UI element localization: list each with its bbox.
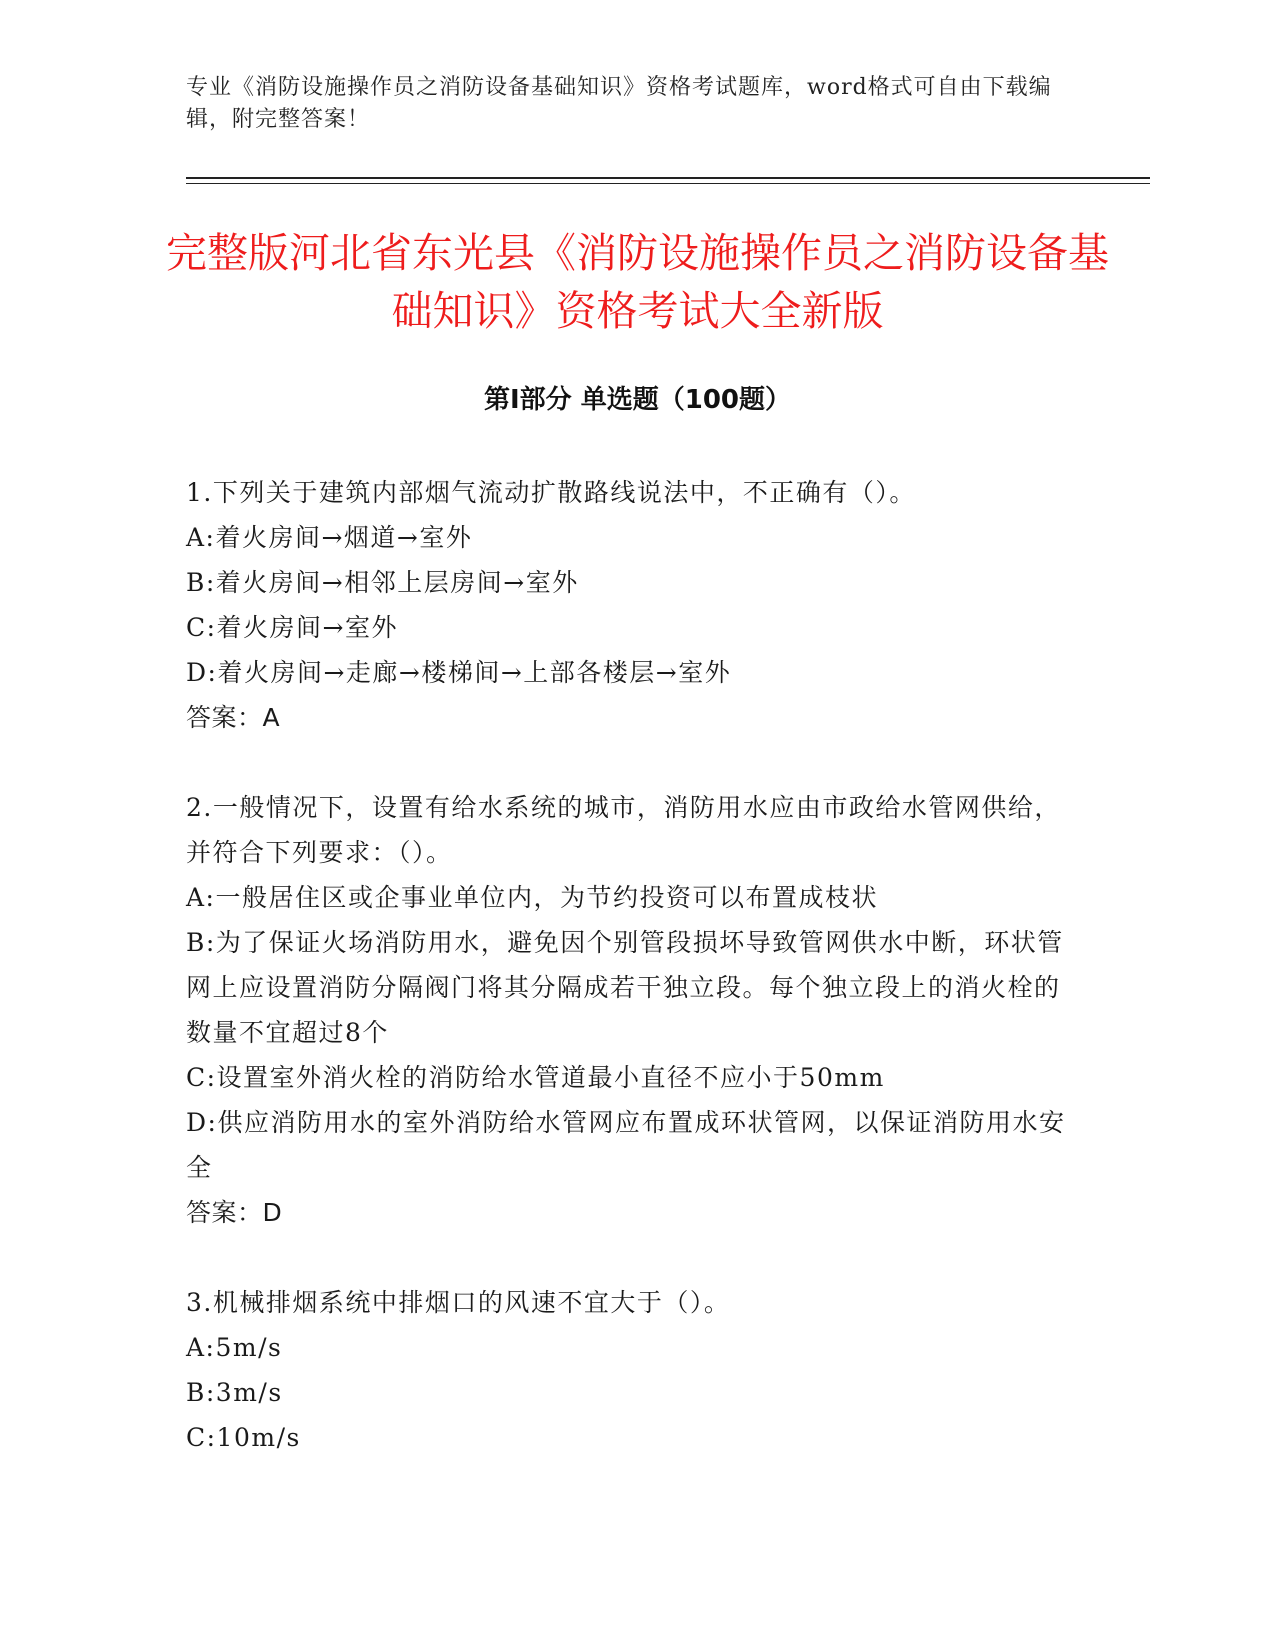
header-note: 专业《消防设施操作员之消防设备基础知识》资格考试题库，word格式可自由下载编辑，附完整答案！ bbox=[186, 75, 1052, 132]
option-b: B:为了保证火场消防用水，避免因个别管段损坏导致管网供水中断，环状管网上应设置消防分隔阀门将其分隔成若干独立段。每个独立段上的消火栓的数量不宜超过8个 bbox=[186, 928, 1064, 1047]
option-c: C:着火房间→室外 bbox=[186, 613, 398, 642]
option-b: B:着火房间→相邻上层房间→室外 bbox=[186, 568, 579, 597]
option-a: A:着火房间→烟道→室外 bbox=[186, 523, 473, 552]
option-d: D:着火房间→走廊→楼梯间→上部各楼层→室外 bbox=[186, 658, 732, 687]
answer: 答案：D bbox=[186, 1198, 283, 1227]
question-list bbox=[186, 470, 1066, 1505]
header-rule-thick bbox=[186, 177, 1150, 179]
question-text: 1.下列关于建筑内部烟气流动扩散路线说法中，不正确有（）。 bbox=[186, 478, 916, 507]
question-text: 3.机械排烟系统中排烟口的风速不宜大于（）。 bbox=[186, 1288, 731, 1317]
document-title: 完整版河北省东光县《消防设施操作员之消防设备基础知识》资格考试大全新版 bbox=[166, 229, 1109, 335]
question-3 bbox=[186, 1280, 1066, 1460]
answer: 答案：A bbox=[186, 703, 281, 732]
question-1 bbox=[186, 470, 1066, 740]
option-b: B:3m/s bbox=[186, 1378, 283, 1407]
option-d: D:供应消防用水的室外消防给水管网应布置成环状管网，以保证消防用水安全 bbox=[186, 1108, 1066, 1182]
question-text: 2.一般情况下，设置有给水系统的城市，消防用水应由市政给水管网供给，并符合下列要求：（）。 bbox=[186, 793, 1061, 867]
section-heading: 第Ⅰ部分 单选题（100题） bbox=[484, 385, 791, 415]
question-2 bbox=[186, 785, 1066, 1235]
option-a: A:一般居住区或企事业单位内，为节约投资可以布置成枝状 bbox=[186, 883, 878, 912]
option-a: A:5m/s bbox=[186, 1333, 283, 1362]
option-c: C:设置室外消火栓的消防给水管道最小直径不应小于50mm bbox=[186, 1063, 885, 1092]
header-rule-thin bbox=[186, 183, 1150, 184]
option-c: C:10m/s bbox=[186, 1423, 301, 1452]
